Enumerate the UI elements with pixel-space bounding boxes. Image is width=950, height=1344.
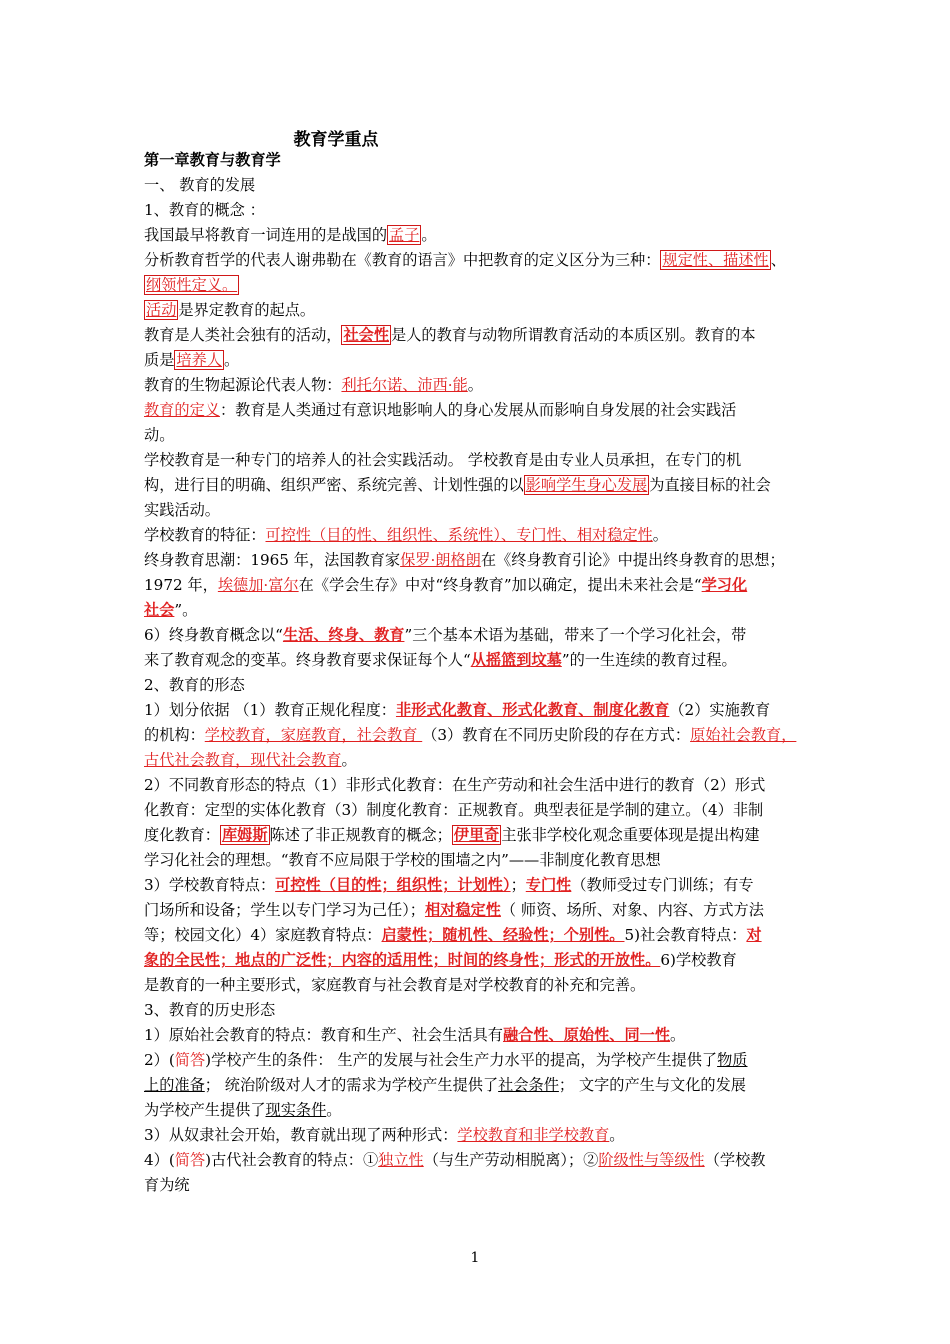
highlight-term: 古代社会教育，现代社会教育 bbox=[144, 751, 342, 769]
highlight-term: 规定性、描述性 bbox=[662, 251, 769, 269]
text-line: 1、教育的概念 ： bbox=[144, 201, 265, 219]
text-line: 学校教育是一种专门的培养人的社会实践活动。 学校教育是由专业人员承担，在专门的机 bbox=[144, 451, 742, 469]
highlight-term: 非形式化教育、形式化教育、制度化教育 bbox=[395, 701, 670, 719]
text-line: 教育的生物起源论代表人物：利托尔诺、沛西·能。 bbox=[144, 376, 483, 394]
text-line: 我国最早将教育一词连用的是战国的 孟子 。 bbox=[144, 226, 437, 244]
text-line: 为学校产生提供了现实条件。 bbox=[144, 1101, 342, 1119]
text-line: 质是 培养人 。 bbox=[144, 351, 240, 369]
text-line: 构，进行目的明确、组织严密、系统完善、计划性强的以 影响学生身心发展 为直接目标的社会 bbox=[144, 476, 771, 494]
text-line: 古代社会教育，现代社会教育。 bbox=[144, 751, 357, 769]
highlight-term: 学习化 bbox=[701, 576, 748, 594]
highlight-term: 融合性、原始性、同一性 bbox=[502, 1026, 671, 1044]
highlight-term: 活动 bbox=[146, 301, 177, 319]
section-heading: 3、教育的历史形态 bbox=[144, 1001, 276, 1019]
text-line: 终身教育思潮：1965 年，法国教育家保罗·朗格朗在《终身教育引论》中提出终身教育的思想； bbox=[144, 551, 785, 569]
text-line: 动。 bbox=[144, 426, 175, 444]
highlight-term: 教育的定义 bbox=[144, 401, 220, 419]
text-line: 教育是人类社会独有的活动， 社会性 是人的教育与动物所谓教育活动的本质区别。教育的本 bbox=[144, 326, 756, 344]
text-line: 3）学校教育特点：可控性（目的性；组织性；计划性）；专门性（教师受过专门训练；有专 bbox=[144, 876, 754, 894]
text-line: 2）不同教育形态的特点（1）非形式化教育：在生产劳动和社会生活中进行的教育（2）形式 bbox=[144, 776, 766, 794]
highlight-term: 学校教育和非学校教育 bbox=[457, 1126, 610, 1144]
text-line: 活动 是界定教育的起点。 bbox=[146, 301, 316, 319]
highlight-term: 可控性（目的性；组织性；计划性） bbox=[275, 876, 511, 894]
highlight-term: 相对稳定性 bbox=[424, 901, 501, 919]
text-line: 的机构：学校教育，家庭教育，社会教育 （3）教育在不同历史阶段的存在方式：原始社会教育， bbox=[144, 726, 797, 744]
highlight-term: 象的全民性；地点的广泛性；内容的适用性；时间的终身性；形式的开放性。 bbox=[144, 951, 661, 969]
text-line: 学习化社会的理想。“教育不应局限于学校的围墙之内”——非制度化教育思想 bbox=[144, 851, 661, 869]
text-line: 6）终身教育概念以“生活、终身、教育”三个基本术语为基础，带来了一个学习化社会，带 bbox=[144, 626, 747, 644]
page-number: 1 bbox=[470, 1250, 480, 1266]
text-line: 门场所和设备；学生以专门学习为己任）；相对稳定性（ 师资、场所、对象、内容、方式方法 bbox=[144, 901, 764, 919]
chapter-heading: 第一章教育与教育学 bbox=[144, 151, 281, 169]
highlight-term: 培养人 bbox=[176, 351, 222, 369]
highlight-term: 埃德加·富尔 bbox=[217, 576, 299, 594]
text-line: 上的准备； 统治阶级对人才的需求为学校产生提供了社会条件； 文字的产生与文化的发展 bbox=[144, 1076, 746, 1094]
underlined-term: 物质 bbox=[717, 1051, 748, 1069]
text-line: 化教育：定型的实体化教育（3）制度化教育：正规教育。典型表征是学制的建立。（4）非制 bbox=[144, 801, 764, 819]
highlight-term: 保罗·朗格朗 bbox=[400, 551, 481, 569]
text-line: 度化教育： 库姆斯 陈述了非正规教育的概念； 伊里奇 主张非学校化观念重要体现是提出构建 bbox=[144, 826, 760, 844]
highlight-term: 阶级性与等级性 bbox=[598, 1151, 705, 1169]
highlight-term: 专门性 bbox=[525, 876, 572, 894]
highlight-term: 启蒙性；随机性、经验性；个别性。 bbox=[381, 926, 625, 944]
highlight-term: 伊里奇 bbox=[453, 826, 500, 844]
text-line: 实践活动。 bbox=[144, 501, 220, 519]
highlight-term: 纲领性定义。 bbox=[146, 276, 238, 294]
text-line: 1）原始社会教育的特点：教育和生产、社会生活具有融合性、原始性、同一性。 bbox=[144, 1026, 686, 1044]
highlight-term: 社会 bbox=[144, 601, 175, 619]
highlight-term: 从摇篮到坟墓 bbox=[470, 651, 562, 669]
text-line: 教育的定义：教育是人类通过有意识地影响人的身心发展从而影响自身发展的社会实践活 bbox=[144, 401, 737, 419]
highlight-term: 简答 bbox=[174, 1151, 206, 1169]
underlined-term: 社会条件 bbox=[498, 1076, 559, 1094]
text-line: 学校教育的特征：可控性（目的性、组织性、系统性）、专门性、相对稳定性。 bbox=[144, 526, 668, 544]
highlight-term: 影响学生身心发展 bbox=[525, 476, 648, 494]
underlined-term: 现实条件 bbox=[265, 1101, 327, 1119]
text-line: 3）从奴隶社会开始，教育就出现了两种形式：学校教育和非学校教育。 bbox=[144, 1126, 625, 1144]
text-line: 1）划分依据 （1）教育正规化程度：非形式化教育、形式化教育、制度化教育（2）实施教育 bbox=[144, 701, 771, 719]
highlight-term: 对 bbox=[746, 926, 762, 944]
text-line: 2）(简答)学校产生的条件： 生产的发展与社会生产力水平的提高，为学校产生提供了物质 bbox=[144, 1051, 748, 1069]
highlight-term: 孟子 bbox=[389, 226, 420, 244]
text-line bbox=[144, 275, 239, 295]
text-line: 社会”。 bbox=[144, 601, 198, 619]
highlight-term: 原始社会教育， bbox=[690, 726, 797, 744]
document-title: 教育学重点 bbox=[293, 130, 379, 150]
text-line: 来了教育观念的变革。终身教育要求保证每个人“从摇篮到坟墓”的一生连续的教育过程。 bbox=[144, 651, 737, 669]
text-line: 4）(简答)古代社会教育的特点：①独立性（与生产劳动相脱离）；②阶级性与等级性（学校教 bbox=[144, 1151, 766, 1169]
underlined-term: 上的准备 bbox=[144, 1076, 205, 1094]
highlight-term: 独立性 bbox=[378, 1151, 424, 1169]
text-line: 等；校园文化）4）家庭教育特点：启蒙性；随机性、经验性；个别性。5)社会教育特点：对 bbox=[144, 926, 762, 944]
highlight-term: 生活、终身、教育 bbox=[282, 626, 405, 644]
highlight-term: 学校教育，家庭教育，社会教育 bbox=[204, 726, 423, 744]
section-heading: 一、 教育的发展 bbox=[144, 176, 256, 194]
text-line: 育为统 bbox=[144, 1176, 190, 1194]
highlight-term: 简答 bbox=[174, 1051, 206, 1069]
section-heading: 2、教育的形态 bbox=[144, 676, 245, 694]
highlight-term: 库姆斯 bbox=[221, 826, 268, 844]
text-line: 分析教育哲学的代表人谢弗勒在《教育的语言》中把教育的定义区分为三种： 规定性、描述性 、 bbox=[144, 251, 786, 269]
highlight-term: 利托尔诺、沛西·能 bbox=[341, 376, 468, 394]
text-line: 是教育的一种主要形式，家庭教育与社会教育是对学校教育的补充和完善。 bbox=[144, 976, 646, 994]
highlight-term: 可控性（目的性、组织性、系统性）、专门性、相对稳定性 bbox=[265, 526, 653, 544]
text-line: 1972 年，埃德加·富尔在《学会生存》中对“终身教育”加以确定，提出未来社会是“学习化 bbox=[144, 576, 748, 594]
highlight-term: 社会性 bbox=[343, 326, 389, 344]
text-line: 象的全民性；地点的广泛性；内容的适用性；时间的终身性；形式的开放性。6)学校教育 bbox=[144, 951, 737, 969]
